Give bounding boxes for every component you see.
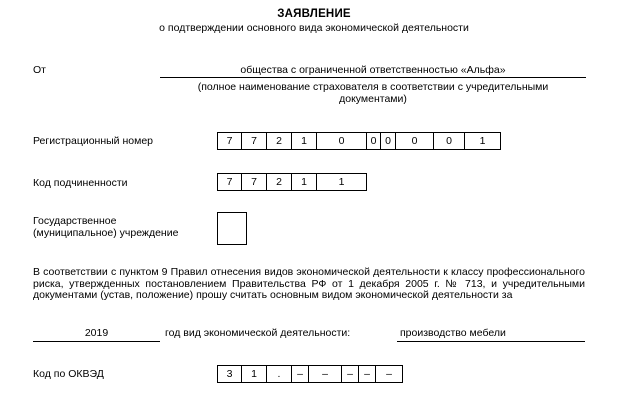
state-institution-label [33,215,178,239]
okved-digit: – [309,365,342,383]
document-subtitle: о подтверждении основного вида экономической деятельности [159,22,469,34]
okved-label: Код по ОКВЭД [33,368,104,380]
year-underline [33,341,160,342]
subordination-digit: 7 [242,173,267,191]
okved-digit: – [359,365,376,383]
registration-digit: 0 [396,132,434,150]
document-title: ЗАЯВЛЕНИЕ [277,8,351,20]
okved-code-cells [217,365,403,383]
activity-type-label: год вид экономической деятельности: [165,327,351,339]
subordination-digit: 1 [317,173,367,191]
from-hint [160,81,586,105]
okved-digit: – [292,365,309,383]
from-hint-line2: документами) [339,93,407,105]
okved-digit: – [376,365,403,383]
from-hint-line1: (полное наименование страхователя в соответствии с учредительными [197,81,549,93]
okved-separator: . [267,365,292,383]
subordination-digit: 7 [217,173,242,191]
subordination-digit: 1 [292,173,317,191]
statement-paragraph: В соответствии с пунктом 9 Правил отнесения видов экономической деятельности к классу профессионального риска, утвержденных постановлением Правительства РФ от 1 декабря 2005 г. № 713, и учредительными документами (устав, положение) прошу считать основным видом экономической деятельности за [33,266,585,301]
subordination-label: Код подчиненности [33,177,128,189]
state-institution-checkbox[interactable] [217,212,247,245]
okved-digit: – [342,365,359,383]
registration-digit: 7 [242,132,267,150]
registration-digit: 0 [317,132,367,150]
okved-digit: 3 [217,365,242,383]
subordination-digit: 2 [267,173,292,191]
registration-digit: 1 [292,132,317,150]
year-value: 2019 [84,327,109,339]
activity-value: производство мебели [400,327,506,339]
state-institution-label-line1: Государственное [33,215,117,227]
okved-digit: 1 [242,365,267,383]
subordination-code-cells [217,173,367,191]
activity-underline [397,341,585,342]
registration-digit: 0 [367,132,381,150]
registration-label: Регистрационный номер [33,135,153,147]
registration-digit: 7 [217,132,242,150]
registration-digit: 1 [465,132,501,150]
registration-digit: 2 [267,132,292,150]
from-label: От [33,64,46,76]
registration-number-cells [217,132,501,150]
registration-digit: 0 [381,132,396,150]
from-underline [160,77,586,78]
registration-digit: 0 [434,132,465,150]
state-institution-label-line2: (муниципальное) учреждение [33,227,179,239]
from-value: общества с ограниченной ответственностью «Альфа» [240,64,506,76]
